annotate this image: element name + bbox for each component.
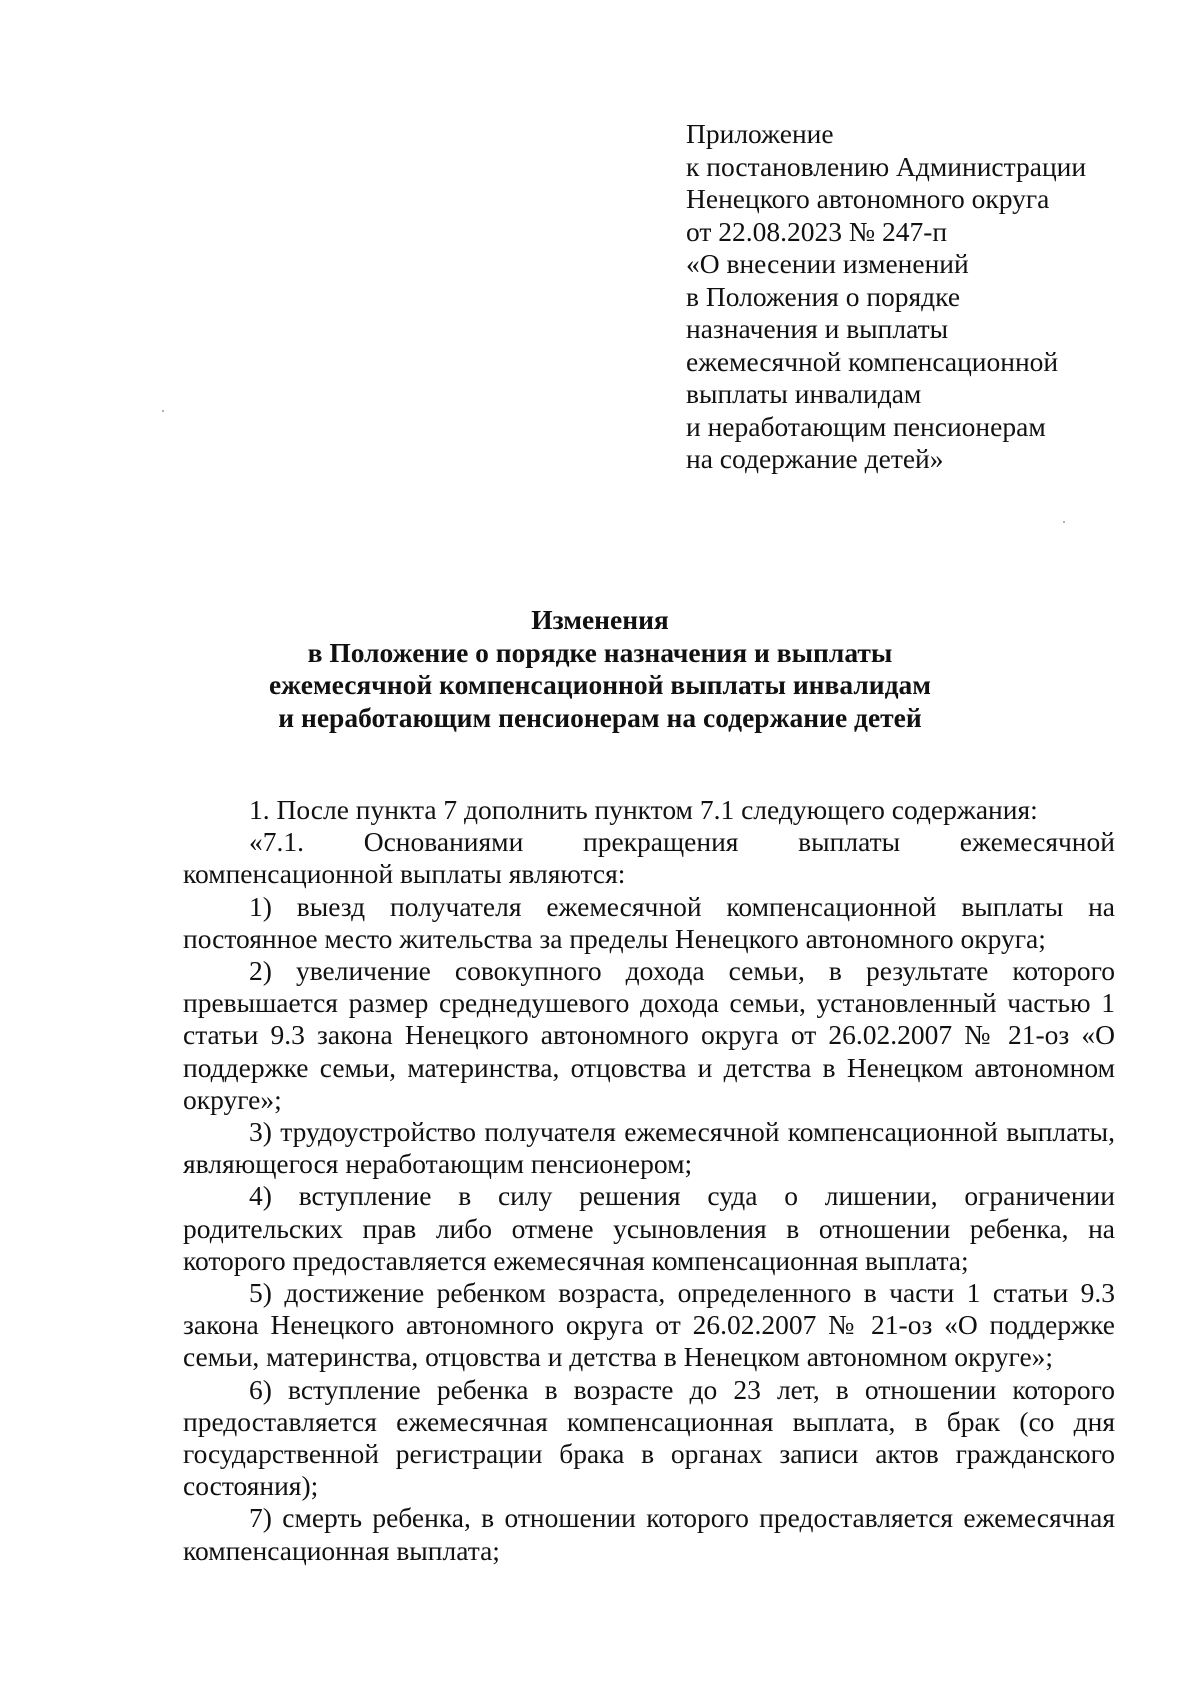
paragraph: 2) увеличение совокупного дохода семьи, в результате которого превышается размер среднедушевого дохода семьи, установленный частью 1 статьи 9.3 закона Ненецкого автономного округа от 26.02.2007 № 21-оз «О поддержке семьи, материнства, отцовства и детства в Ненецком автономном округе»; [183,955,1115,1115]
paragraph: 1. После пункта 7 дополнить пунктом 7.1 следующего содержания: [249,794,1038,825]
document-body [183,794,1115,1567]
appendix-header [686,118,1086,476]
appendix-line: выплаты инвалидам [686,378,922,409]
paragraph: 3) трудоустройство получателя ежемесячной компенсационной выплаты, являющегося неработающим пенсионером; [183,1116,1115,1180]
appendix-line: Приложение [686,118,834,149]
document-title [0,604,1200,734]
paragraph: 5) достижение ребенком возраста, определенного в части 1 статьи 9.3 закона Ненецкого автономного округа от 26.02.2007 № 21-оз «О поддержке семьи, материнства, отцовства и детства в Ненецком автономном округе»; [183,1277,1115,1373]
paragraph: 4) вступление в силу решения суда о лишении, ограничении родительских прав либо отмене усыновления в отношении ребенка, на которого предоставляется ежемесячная компенсационная выплата; [183,1180,1115,1276]
appendix-line: назначения и выплаты [686,313,949,344]
scan-speck [162,410,164,412]
appendix-line: «О внесении изменений [686,248,969,279]
appendix-line: к постановлению Администрации [686,150,1087,182]
appendix-line: на содержание детей» [686,443,944,474]
appendix-line: Ненецкого автономного округа [686,183,1050,214]
appendix-line: ежемесячной компенсационной [686,345,1059,377]
paragraph: 7) смерть ребенка, в отношении которого предоставляется ежемесячная компенсационная выплата; [183,1502,1115,1566]
paragraph: 1) выезд получателя ежемесячной компенсационной выплаты на постоянное место жительства за пределы Ненецкого автономного округа; [183,890,1115,954]
title-line: ежемесячной компенсационной выплаты инвалидам [268,669,932,700]
appendix-line: от 22.08.2023 № 247-п [686,215,948,247]
scan-speck [1063,521,1065,523]
title-line: и неработающим пенсионерам на содержание детей [278,701,922,733]
paragraph: 6) вступление ребенка в возрасте до 23 лет, в отношении которого предоставляется ежемесячная компенсационная выплата, в брак (со дня государственной регистрации брака в органах записи актов гражданского состояния); [183,1373,1115,1502]
title-line: в Положение о порядке назначения и выплаты [307,636,893,668]
appendix-line: и неработающим пенсионерам [686,410,1046,442]
title-line: Изменения [531,604,669,635]
paragraph: «7.1. Основаниями прекращения выплаты ежемесячной компенсационной выплаты являются: [183,826,1115,890]
appendix-line: в Положения о порядке [686,280,961,312]
